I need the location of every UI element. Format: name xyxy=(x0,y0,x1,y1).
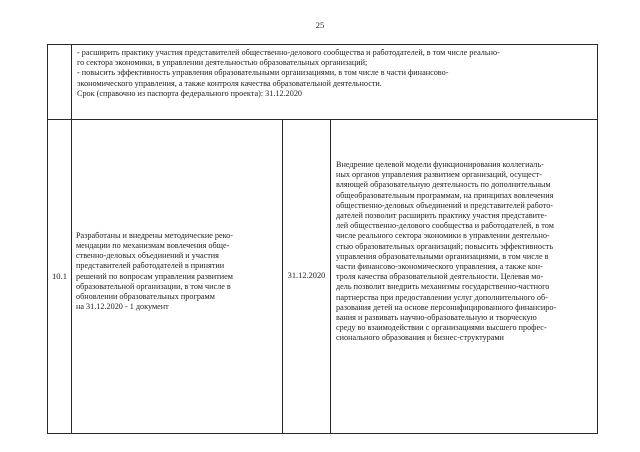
continuation-line: - повысить эффективность управления образовательными организациями, в том числе в части финансово- xyxy=(77,68,449,78)
description-line: вляющей образовательную деятельность по дополнительным xyxy=(336,180,551,190)
row-number: 10.1 xyxy=(51,271,68,282)
description-line: вания и развивать научно-образовательную и творческую xyxy=(336,313,537,323)
date-cell xyxy=(283,120,331,433)
description-line: управления образовательными организациями, в том числе в xyxy=(336,251,549,261)
description-line: общественно-деловых объединений и представителей работо- xyxy=(336,200,554,210)
description-line: стью образовательных организаций; повысить эффективность xyxy=(336,241,554,251)
page-number: 25 xyxy=(315,20,325,30)
result-line: представителей работодателей в принятии xyxy=(76,261,225,271)
description-line: партнерства при предоставлении услуг дополнительного об- xyxy=(336,292,548,302)
description-line: троля качества образовательной деятельности. Целевая мо- xyxy=(336,272,544,282)
continuation-line: - расширить практику участия представителей общественно-делового сообщества и работодателей, в том числе реально- xyxy=(77,48,500,57)
description-line: общеобразовательным программам, на принципах вовлечения xyxy=(336,190,554,200)
description-line: числе реального сектора экономики в управлении деятельно- xyxy=(336,231,550,241)
result-text xyxy=(72,231,282,313)
description-line: среду во взаимодействии с организациями высшего профес- xyxy=(336,323,547,333)
result-line: мендации по механизмам вовлечения обще- xyxy=(76,240,230,250)
deadline-line: Срок (справочно из паспорта федерального проекта): 31.12.2020 xyxy=(77,88,303,98)
description-line: дателей позволит расширить практику участия представите- xyxy=(336,211,547,221)
description-line: ных органов управления развитием организаций, осущест- xyxy=(336,170,542,180)
result-line: образовательной организации, в том числе в xyxy=(76,281,231,291)
description-line: части финансово-экономического управления, а также кон- xyxy=(336,262,543,272)
row-number-cell-empty xyxy=(48,45,72,119)
result-line: на 31.12.2020 - 1 документ xyxy=(76,302,169,312)
description-line: сионального образования и бизнес-структурами xyxy=(336,333,504,343)
document-table xyxy=(47,44,598,434)
continuation-line: экономического управления, а также контроля качества образовательной деятельности. xyxy=(77,78,382,88)
result-line: Разработаны и внедрены методические реко- xyxy=(76,230,233,240)
description-cell xyxy=(331,120,597,433)
row-number-cell xyxy=(48,120,72,433)
result-line: обновлении образовательных программ xyxy=(76,291,215,301)
description-line: разования детей на основе персонифицированного финансиро- xyxy=(336,302,557,312)
table-row-10-1 xyxy=(48,119,597,433)
result-line: ственно-деловых объединений и участия xyxy=(76,251,219,261)
result-line: решений по вопросам управления развитием xyxy=(76,271,233,281)
table-row-continuation xyxy=(48,45,597,119)
continuation-line: го сектора экономики, в управлении деятельностью образовательных организаций; xyxy=(77,58,368,68)
description-line: лей общественно-делового сообщества и работодателей, в том xyxy=(336,221,554,231)
description-line: Внедрение целевой модели функционирования коллегиаль- xyxy=(336,160,544,169)
result-cell xyxy=(72,120,283,433)
deadline-date: 31.12.2020 xyxy=(287,271,326,281)
description-line: дель позволит внедрить механизмы государственно-частного xyxy=(336,282,550,292)
continuation-text-cell xyxy=(72,45,597,119)
